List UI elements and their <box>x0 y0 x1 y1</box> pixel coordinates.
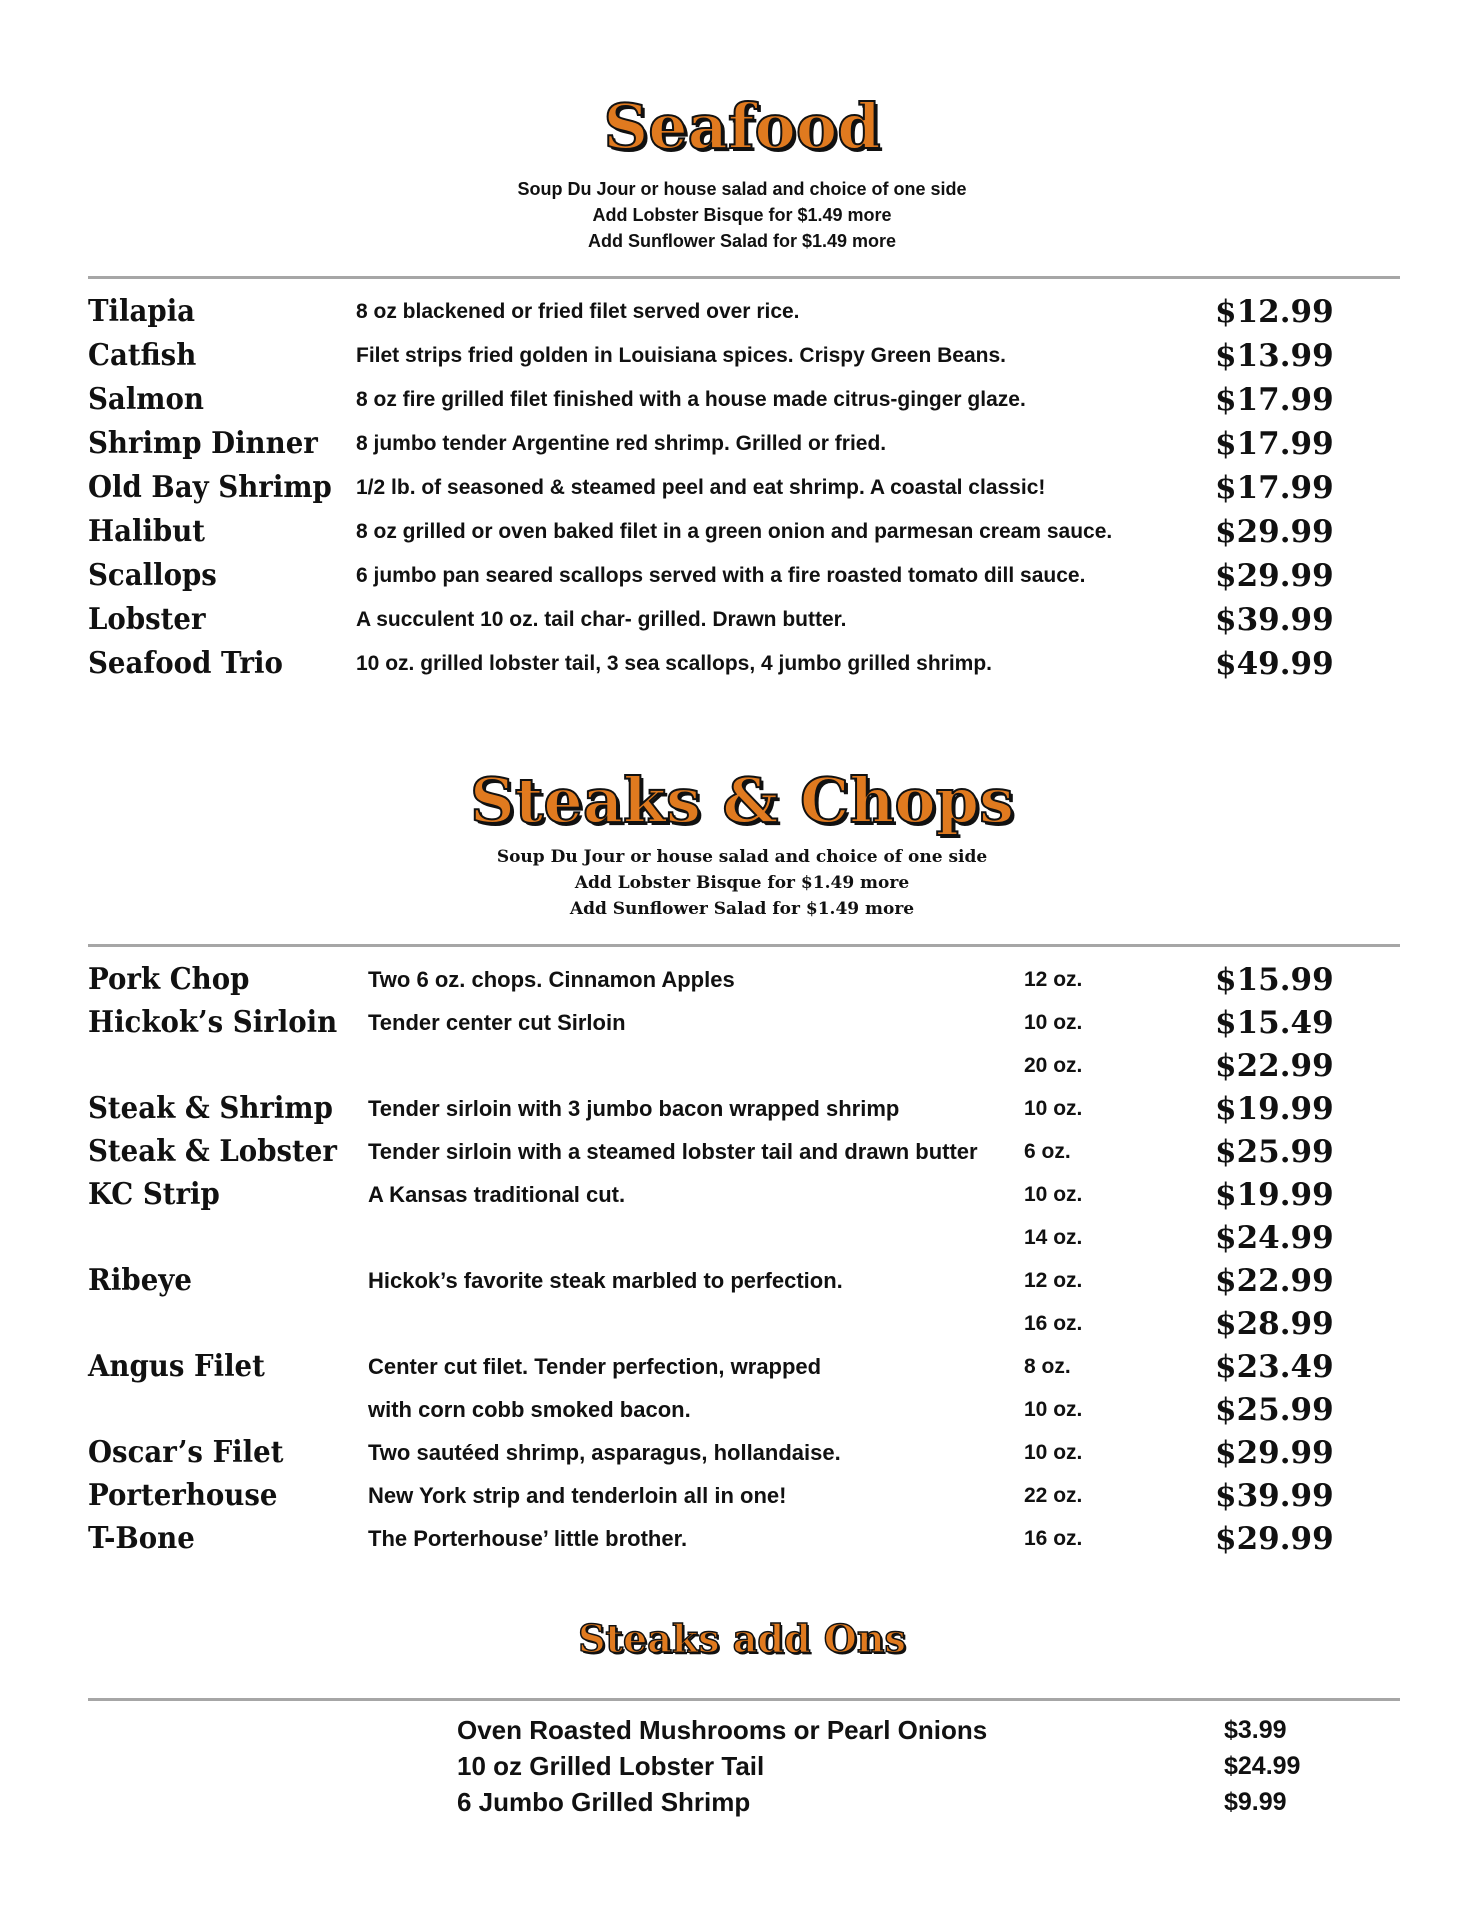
addon-item <box>0 1784 1484 1820</box>
menu-item <box>0 598 1484 642</box>
item-size: 10 oz. <box>1024 1011 1083 1034</box>
item-name: Angus Filet <box>88 1349 265 1384</box>
menu-item <box>0 1302 1484 1346</box>
item-size: 20 oz. <box>1024 1054 1083 1077</box>
item-size: 10 oz. <box>1024 1097 1083 1120</box>
item-price: $25.99 <box>1215 1134 1334 1170</box>
seafood-title: Seafood <box>603 90 881 163</box>
item-description: Two sautéed shrimp, asparagus, hollandaise. <box>368 1440 841 1465</box>
menu-item <box>0 1431 1484 1475</box>
menu-item <box>0 554 1484 598</box>
item-name: KC Strip <box>88 1177 220 1212</box>
menu-item <box>0 1474 1484 1518</box>
menu-item <box>0 1388 1484 1432</box>
addon-price: $24.99 <box>1224 1752 1301 1780</box>
item-price: $22.99 <box>1215 1263 1334 1299</box>
menu-item <box>0 378 1484 422</box>
item-size: 8 oz. <box>1024 1355 1071 1378</box>
item-size: 10 oz. <box>1024 1183 1083 1206</box>
menu-item <box>0 1173 1484 1217</box>
item-size: 22 oz. <box>1024 1484 1083 1507</box>
item-size: 16 oz. <box>1024 1527 1083 1550</box>
item-price: $19.99 <box>1215 1177 1334 1213</box>
item-description: with corn cobb smoked bacon. <box>368 1397 691 1422</box>
item-size: 16 oz. <box>1024 1312 1083 1335</box>
item-description: Hickok’s favorite steak marbled to perfection. <box>368 1268 843 1293</box>
item-price: $29.99 <box>1215 1435 1334 1471</box>
item-name: Lobster <box>88 602 206 637</box>
item-name: Steak & Shrimp <box>88 1091 333 1126</box>
item-price: $28.99 <box>1215 1306 1334 1342</box>
item-name: Porterhouse <box>88 1478 278 1513</box>
seafood-divider <box>88 276 1400 279</box>
item-price: $39.99 <box>1215 602 1334 638</box>
item-price: $29.99 <box>1215 558 1334 594</box>
item-description: Filet strips fried golden in Louisiana spices. Crispy Green Beans. <box>356 344 1007 367</box>
item-price: $22.99 <box>1215 1048 1334 1084</box>
menu-item <box>0 1130 1484 1174</box>
menu-item <box>0 958 1484 1002</box>
addon-name: 10 oz Grilled Lobster Tail <box>457 1751 765 1781</box>
item-description: 10 oz. grilled lobster tail, 3 sea scallops, 4 jumbo grilled shrimp. <box>356 652 993 675</box>
addon-item <box>0 1712 1484 1748</box>
menu-item <box>0 642 1484 686</box>
seafood-subtitle <box>0 176 1484 254</box>
item-price: $17.99 <box>1215 426 1334 462</box>
menu-item <box>0 1087 1484 1131</box>
item-description: Tender sirloin with a steamed lobster tail and drawn butter <box>368 1139 978 1164</box>
item-price: $17.99 <box>1215 470 1334 506</box>
item-description: 8 oz fire grilled filet finished with a house made citrus-ginger glaze. <box>356 388 1026 411</box>
item-price: $24.99 <box>1215 1220 1334 1256</box>
addon-item <box>0 1748 1484 1784</box>
menu-item <box>0 290 1484 334</box>
item-price: $13.99 <box>1215 338 1334 374</box>
menu-item <box>0 466 1484 510</box>
item-price: $15.99 <box>1215 962 1334 998</box>
item-description: Two 6 oz. chops. Cinnamon Apples <box>368 967 735 992</box>
item-description: 8 oz grilled or oven baked filet in a green onion and parmesan cream sauce. <box>356 520 1113 543</box>
item-size: 12 oz. <box>1024 1269 1083 1292</box>
addon-price: $3.99 <box>1224 1716 1287 1744</box>
subtitle-line: Add Sunflower Salad for $1.49 more <box>569 899 915 919</box>
item-description: 6 jumbo pan seared scallops served with a fire roasted tomato dill sauce. <box>356 564 1086 587</box>
item-description: Center cut filet. Tender perfection, wrapped <box>368 1354 822 1379</box>
item-name: T-Bone <box>88 1521 195 1556</box>
item-description: Tender sirloin with 3 jumbo bacon wrapped shrimp <box>368 1096 900 1121</box>
item-size: 10 oz. <box>1024 1441 1083 1464</box>
addon-price: $9.99 <box>1224 1788 1287 1816</box>
addons-title: Steaks add Ons <box>578 1616 906 1661</box>
item-price: $12.99 <box>1215 294 1334 330</box>
item-price: $15.49 <box>1215 1005 1334 1041</box>
subtitle-line: Soup Du Jour or house salad and choice of one side <box>517 179 967 199</box>
item-name: Ribeye <box>88 1263 192 1298</box>
item-name: Seafood Trio <box>88 646 283 681</box>
menu-item <box>0 334 1484 378</box>
steaks-title: Steaks & Chops <box>469 764 1015 837</box>
menu-item <box>0 1216 1484 1260</box>
menu-item <box>0 1044 1484 1088</box>
item-price: $29.99 <box>1215 514 1334 550</box>
subtitle-line: Add Sunflower Salad for $1.49 more <box>587 231 897 251</box>
item-description: A succulent 10 oz. tail char- grilled. Drawn butter. <box>356 608 847 631</box>
steaks-divider <box>88 944 1400 947</box>
addons-divider <box>88 1698 1400 1701</box>
item-description: 8 jumbo tender Argentine red shrimp. Grilled or fried. <box>356 432 887 455</box>
item-size: 12 oz. <box>1024 968 1083 991</box>
item-name: Scallops <box>88 558 217 593</box>
menu-item <box>0 1001 1484 1045</box>
item-description: 8 oz blackened or fried filet served over rice. <box>356 300 800 323</box>
item-size: 14 oz. <box>1024 1226 1083 1249</box>
addon-name: Oven Roasted Mushrooms or Pearl Onions <box>457 1715 988 1745</box>
item-description: The Porterhouse’ little brother. <box>368 1526 688 1551</box>
item-description: 1/2 lb. of seasoned & steamed peel and eat shrimp. A coastal classic! <box>356 476 1046 499</box>
item-name: Steak & Lobster <box>88 1134 337 1169</box>
addon-name: 6 Jumbo Grilled Shrimp <box>457 1787 751 1817</box>
menu-item <box>0 1259 1484 1303</box>
item-description: New York strip and tenderloin all in one! <box>368 1483 787 1508</box>
item-price: $29.99 <box>1215 1521 1334 1557</box>
item-description: Tender center cut Sirloin <box>368 1010 626 1035</box>
item-name: Shrimp Dinner <box>88 426 318 461</box>
item-size: 6 oz. <box>1024 1140 1071 1163</box>
item-price: $39.99 <box>1215 1478 1334 1514</box>
item-description: A Kansas traditional cut. <box>368 1182 626 1207</box>
item-name: Catfish <box>88 338 197 373</box>
item-size: 10 oz. <box>1024 1398 1083 1421</box>
item-name: Halibut <box>88 514 206 549</box>
subtitle-line: Add Lobster Bisque for $1.49 more <box>574 873 910 893</box>
steaks-subtitle <box>0 844 1484 922</box>
menu-item <box>0 1517 1484 1561</box>
menu-item <box>0 422 1484 466</box>
item-price: $49.99 <box>1215 646 1334 682</box>
item-name: Tilapia <box>88 294 196 329</box>
menu-item <box>0 510 1484 554</box>
subtitle-line: Add Lobster Bisque for $1.49 more <box>592 205 892 225</box>
item-name: Oscar’s Filet <box>88 1435 284 1470</box>
menu-item <box>0 1345 1484 1389</box>
item-name: Old Bay Shrimp <box>88 470 332 505</box>
item-price: $23.49 <box>1215 1349 1334 1385</box>
subtitle-line: Soup Du Jour or house salad and choice of one side <box>496 847 988 867</box>
item-name: Hickok’s Sirloin <box>88 1005 338 1040</box>
item-price: $25.99 <box>1215 1392 1334 1428</box>
item-name: Salmon <box>88 382 204 417</box>
item-name: Pork Chop <box>88 962 250 997</box>
item-price: $17.99 <box>1215 382 1334 418</box>
item-price: $19.99 <box>1215 1091 1334 1127</box>
